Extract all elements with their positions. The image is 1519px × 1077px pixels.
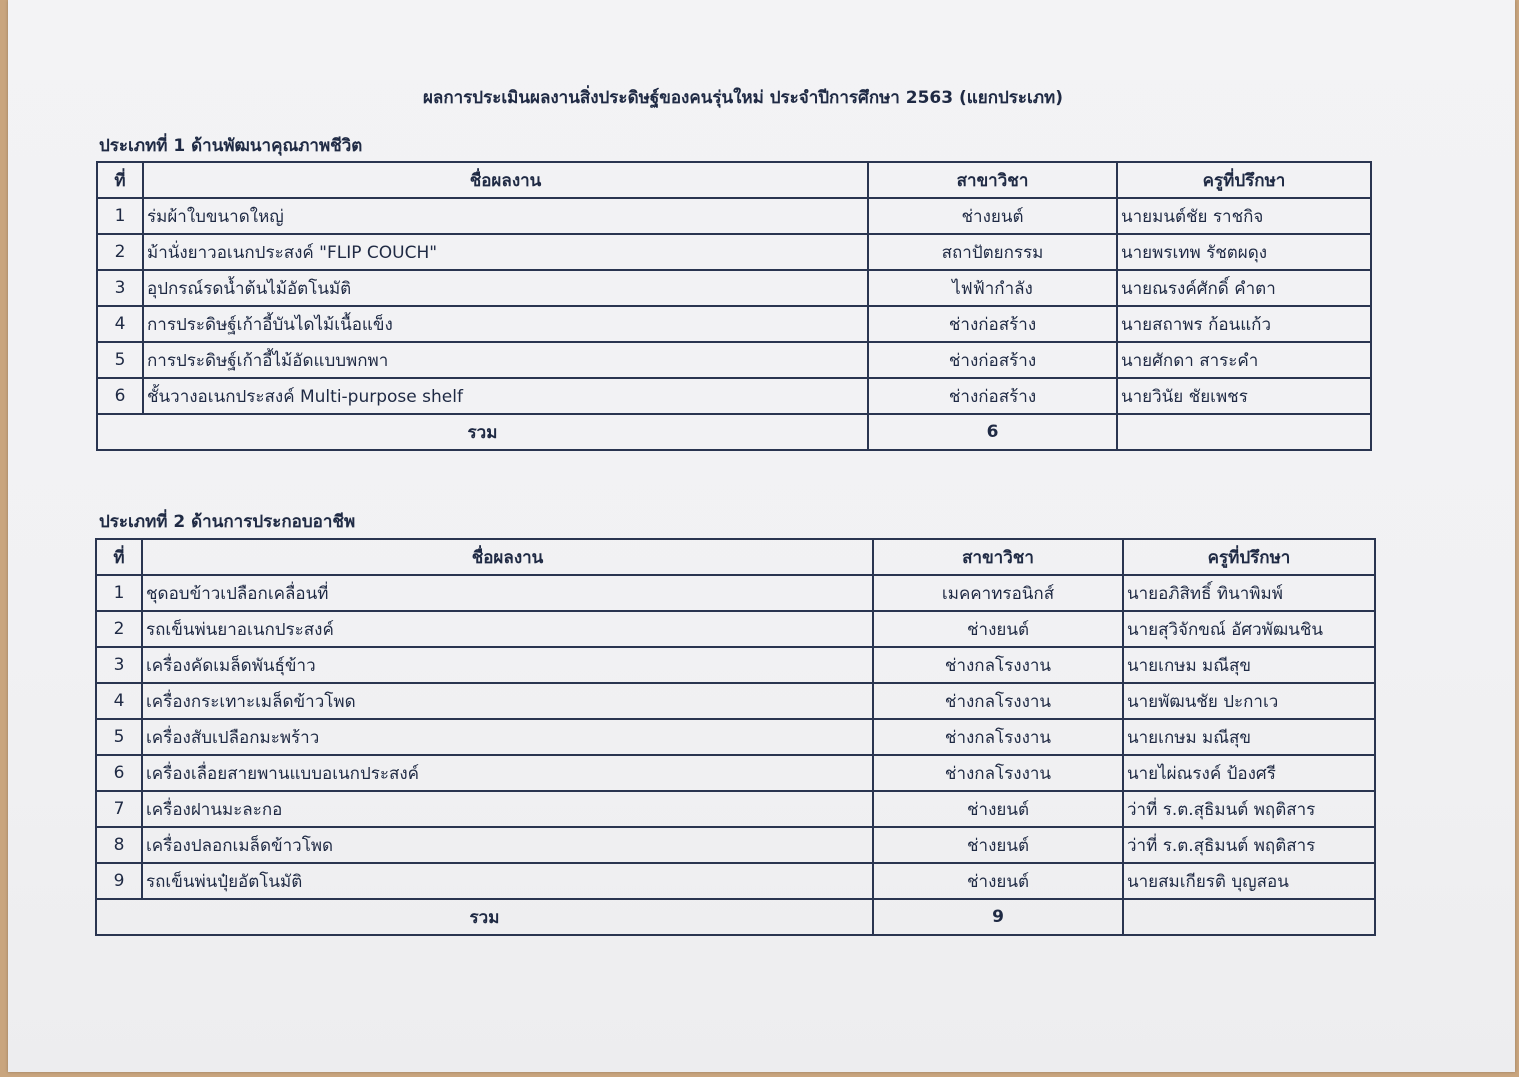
advisor-name: นายพรเทพ รัชตผดุง	[1117, 234, 1371, 270]
work-name: ชุดอบข้าวเปลือกเคลื่อนที่	[142, 575, 873, 611]
column-header-advisor: ครูที่ปรึกษา	[1117, 162, 1371, 198]
work-name: ชั้นวางอเนกประสงค์ Multi-purpose shelf	[143, 378, 868, 414]
document-title: ผลการประเมินผลงานสิ่งประดิษฐ์ของคนรุ่นใหม่ ประจำปีการศึกษา 2563 (แยกประเภท)	[422, 88, 1064, 108]
table-row	[96, 755, 1375, 791]
table-row	[96, 683, 1375, 719]
work-name: การประดิษฐ์เก้าอี้บันไดไม้เนื้อแข็ง	[143, 306, 868, 342]
row-number: 2	[97, 234, 143, 270]
table-row	[96, 575, 1375, 611]
column-header-no: ที่	[96, 539, 142, 575]
department: ช่างยนต์	[873, 791, 1123, 827]
work-name: การประดิษฐ์เก้าอี้ไม้อัดแบบพกพา	[143, 342, 868, 378]
work-name: ม้านั่งยาวอเนกประสงค์ "FLIP COUCH"	[143, 234, 868, 270]
advisor-name: นายเกษม มณีสุข	[1123, 719, 1375, 755]
table-row	[96, 863, 1375, 899]
column-header-advisor: ครูที่ปรึกษา	[1123, 539, 1375, 575]
total-empty-cell	[1117, 414, 1371, 450]
total-value: 6	[868, 414, 1117, 450]
row-number: 4	[96, 683, 142, 719]
row-number: 6	[96, 755, 142, 791]
row-number: 3	[97, 270, 143, 306]
table-row	[96, 719, 1375, 755]
column-header-name: ชื่อผลงาน	[143, 162, 868, 198]
work-name: เครื่องปลอกเมล็ดข้าวโพด	[142, 827, 873, 863]
department: ช่างยนต์	[873, 827, 1123, 863]
row-number: 5	[96, 719, 142, 755]
advisor-name: นายอภิสิทธิ์ ทินาพิมพ์	[1123, 575, 1375, 611]
document-page	[8, 0, 1515, 1072]
department: ช่างก่อสร้าง	[868, 342, 1117, 378]
table-row	[97, 378, 1371, 414]
advisor-name: นายวินัย ชัยเพชร	[1117, 378, 1371, 414]
department: ช่างกลโรงงาน	[873, 683, 1123, 719]
table-row	[96, 827, 1375, 863]
advisor-name: นายพัฒนชัย ปะกาเว	[1123, 683, 1375, 719]
row-number: 1	[97, 198, 143, 234]
table-row	[97, 306, 1371, 342]
work-name: อุปกรณ์รดน้ำต้นไม้อัตโนมัติ	[143, 270, 868, 306]
table-row	[96, 647, 1375, 683]
advisor-name: ว่าที่ ร.ต.สุธิมนต์ พฤติสาร	[1123, 827, 1375, 863]
row-number: 2	[96, 611, 142, 647]
department: ช่างกลโรงงาน	[873, 719, 1123, 755]
table-header-row	[96, 539, 1375, 575]
department: ไฟฟ้ากำลัง	[868, 270, 1117, 306]
row-number: 7	[96, 791, 142, 827]
row-number: 9	[96, 863, 142, 899]
table-row	[97, 270, 1371, 306]
table-row	[97, 198, 1371, 234]
department: ช่างก่อสร้าง	[868, 306, 1117, 342]
total-row	[97, 414, 1371, 450]
department: ช่างยนต์	[868, 198, 1117, 234]
category-1-table	[96, 161, 1372, 451]
column-header-name: ชื่อผลงาน	[142, 539, 873, 575]
department: ช่างกลโรงงาน	[873, 755, 1123, 791]
work-name: เครื่องคัดเมล็ดพันธุ์ข้าว	[142, 647, 873, 683]
column-header-dept: สาขาวิชา	[873, 539, 1123, 575]
department: ช่างก่อสร้าง	[868, 378, 1117, 414]
table-header-row	[97, 162, 1371, 198]
work-name: เครื่องเลื่อยสายพานแบบอเนกประสงค์	[142, 755, 873, 791]
category-2-title: ประเภทที่ 2 ด้านการประกอบอาชีพ	[99, 512, 356, 532]
advisor-name: นายณรงค์ศักดิ์ คำตา	[1117, 270, 1371, 306]
department: ช่างกลโรงงาน	[873, 647, 1123, 683]
category-1-table-body	[97, 198, 1371, 450]
row-number: 1	[96, 575, 142, 611]
total-value: 9	[873, 899, 1123, 935]
work-name: รถเข็นพ่นปุ๋ยอัตโนมัติ	[142, 863, 873, 899]
advisor-name: นายสมเกียรติ บุญสอน	[1123, 863, 1375, 899]
table-row	[97, 342, 1371, 378]
work-name: ร่มผ้าใบขนาดใหญ่	[143, 198, 868, 234]
work-name: เครื่องกระเทาะเมล็ดข้าวโพด	[142, 683, 873, 719]
department: ช่างยนต์	[873, 611, 1123, 647]
category-1-title: ประเภทที่ 1 ด้านพัฒนาคุณภาพชีวิต	[99, 136, 363, 156]
total-empty-cell	[1123, 899, 1375, 935]
row-number: 5	[97, 342, 143, 378]
column-header-dept: สาขาวิชา	[868, 162, 1117, 198]
total-label: รวม	[97, 414, 868, 450]
department: เมคคาทรอนิกส์	[873, 575, 1123, 611]
advisor-name: นายสุวิจักขณ์ อัศวพัฒนชิน	[1123, 611, 1375, 647]
advisor-name: นายศักดา สาระคำ	[1117, 342, 1371, 378]
category-2-table	[95, 538, 1376, 936]
work-name: เครื่องฝานมะละกอ	[142, 791, 873, 827]
row-number: 6	[97, 378, 143, 414]
department: สถาปัตยกรรม	[868, 234, 1117, 270]
work-name: เครื่องสับเปลือกมะพร้าว	[142, 719, 873, 755]
work-name: รถเข็นพ่นยาอเนกประสงค์	[142, 611, 873, 647]
department: ช่างยนต์	[873, 863, 1123, 899]
advisor-name: นายไผ่ณรงค์ ป้องศรี	[1123, 755, 1375, 791]
total-label: รวม	[96, 899, 873, 935]
category-2-table-body	[96, 575, 1375, 935]
table-row	[96, 791, 1375, 827]
row-number: 8	[96, 827, 142, 863]
advisor-name: นายสถาพร ก้อนแก้ว	[1117, 306, 1371, 342]
row-number: 3	[96, 647, 142, 683]
advisor-name: ว่าที่ ร.ต.สุธิมนต์ พฤติสาร	[1123, 791, 1375, 827]
advisor-name: นายมนต์ชัย ราชกิจ	[1117, 198, 1371, 234]
table-row	[96, 611, 1375, 647]
advisor-name: นายเกษม มณีสุข	[1123, 647, 1375, 683]
row-number: 4	[97, 306, 143, 342]
column-header-no: ที่	[97, 162, 143, 198]
total-row	[96, 899, 1375, 935]
table-row	[97, 234, 1371, 270]
